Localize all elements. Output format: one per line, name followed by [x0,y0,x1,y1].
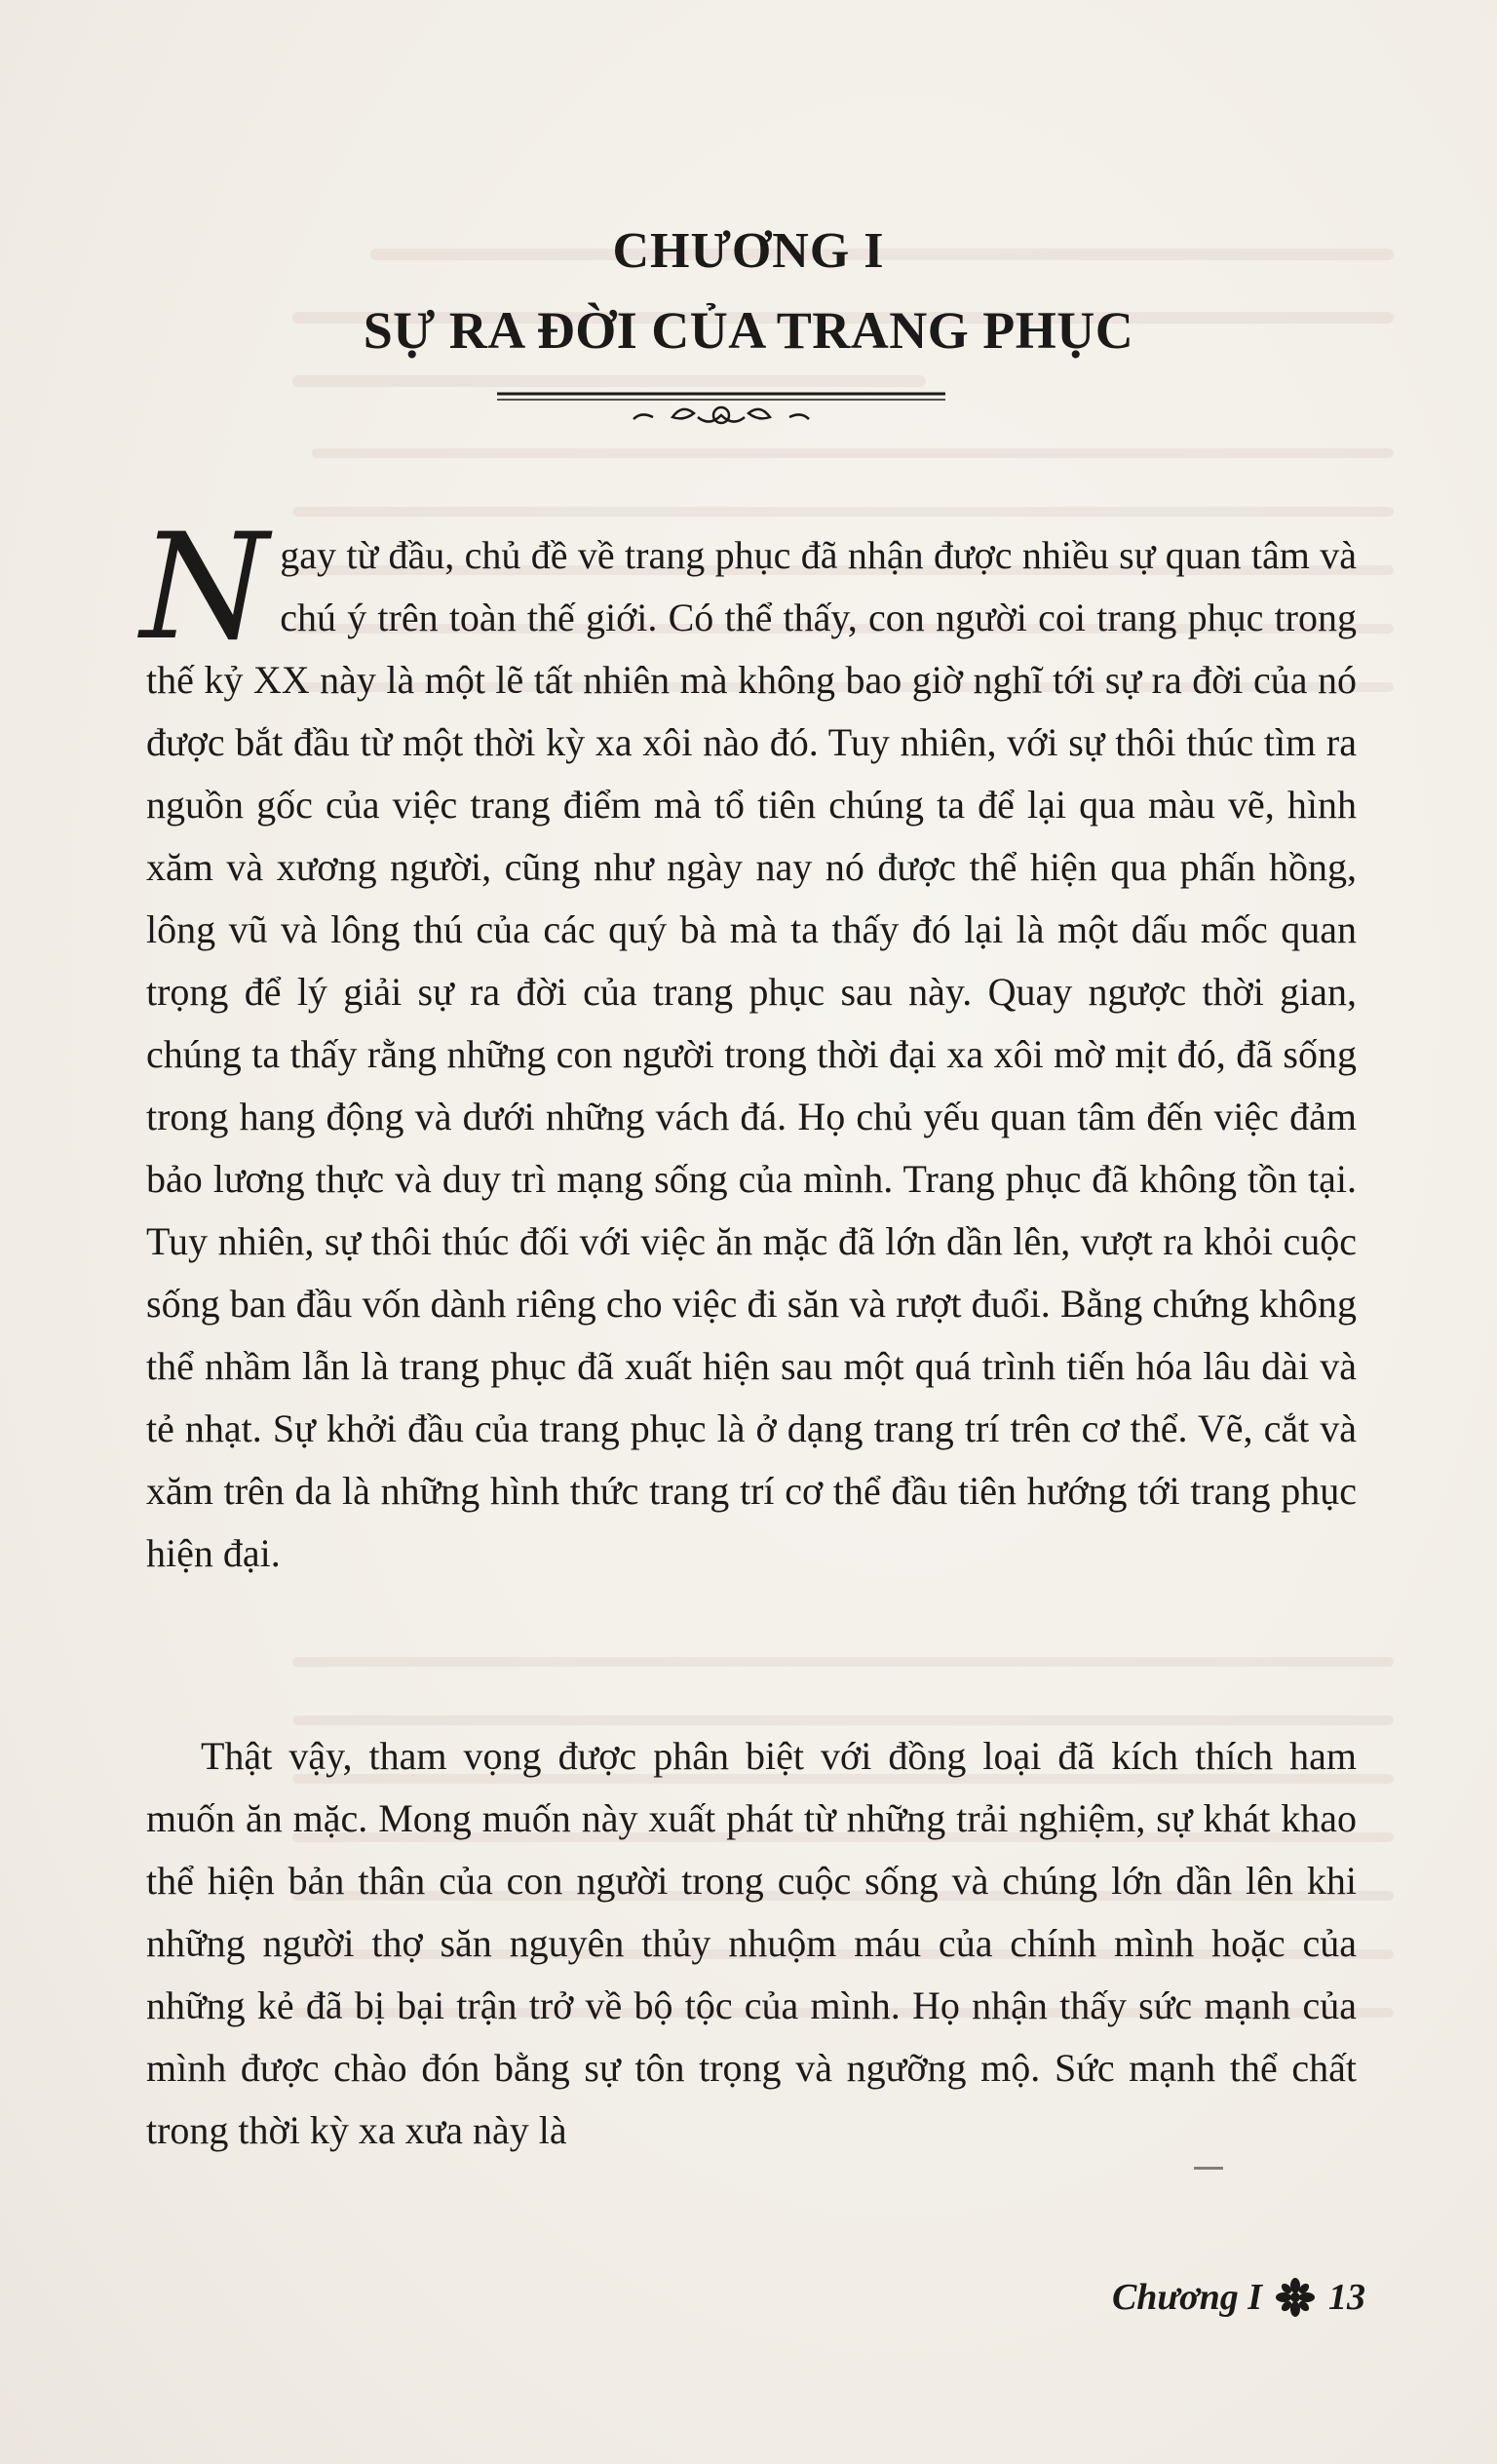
chapter-title: SỰ RA ĐỜI CỦA TRANG PHỤC [363,301,1134,360]
page-footer [1112,2276,1365,2319]
paragraph-2 [146,1725,1357,2162]
ink-mark [1194,2167,1223,2170]
footer-chapter-label: Chương I [1111,2277,1262,2318]
paragraph-1-text: gay từ đầu, chủ đề về trang phục đã nhận được nhiều sự quan tâm và chú ý trên toàn thế giới. Có thể thấy, con người coi trang phục trong thế kỷ XX này là một lẽ tất nhiên mà không bao giờ nghĩ tới sự ra đời của nó được bắt đầu từ một thời kỳ xa xôi nào đó. Tuy nhiên, với sự thôi thúc tìm ra nguồn gốc của việc trang điểm mà tổ tiên chúng ta để lại qua màu vẽ, hình xăm và xương người, cũng như ngày nay nó được thể hiện qua phấn hồng, lông vũ và lông thú của các quý bà mà ta thấy đó lại là một dấu mốc quan trọng để lý giải sự ra đời của trang phục sau này. Quay ngược thời gian, chúng ta thấy rằng những con người trong thời đại xa xôi mờ mịt đó, đã sống trong hang động và dưới những vách đá. Họ chủ yếu quan tâm đến việc đảm bảo lương thực và duy trì mạng sống của mình. Trang phục đã không tồn tại. Tuy nhiên, sự thôi thúc đối với việc ăn mặc đã lớn dần lên, vượt ra khỏi cuộc sống ban đầu vốn dành riêng cho việc đi săn và rượt đuổi. Bằng chứng không thể nhầm lẫn là trang phục đã xuất hiện sau một quá trình tiến hóa lâu dài và tẻ nhạt. Sự khởi đầu của trang phục là ở dạng trang trí trên cơ thể. Vẽ, cắt và xăm trên da là những hình thức trang trí cơ thể đầu tiên hướng tới trang phục hiện đại. [146,533,1357,1575]
flower-ornament-icon [1276,2278,1315,2317]
page-number: 13 [1328,2277,1365,2318]
ornament-divider-icon [497,388,945,437]
chapter-number: CHƯƠNG I [612,223,885,279]
paragraph-1 [140,503,1357,1585]
drop-cap-letter: N [140,503,269,673]
paragraph-2-text: Thật vậy, tham vọng được phân biệt với đồng loại đã kích thích ham muốn ăn mặc. Mong muốn này xuất phát từ những trải nghiệm, sự khát khao thể hiện bản thân của con người trong cuộc sống và chúng lớn dần lên khi những người thợ săn nguyên thủy nhuộm máu của chính mình hoặc của những kẻ đã bị bại trận trở về bộ tộc của mình. Họ nhận thấy sức mạnh của mình được chào đón bằng sự tôn trọng và ngưỡng mộ. Sức mạnh thể chất trong thời kỳ xa xưa này là [146,1734,1357,2152]
